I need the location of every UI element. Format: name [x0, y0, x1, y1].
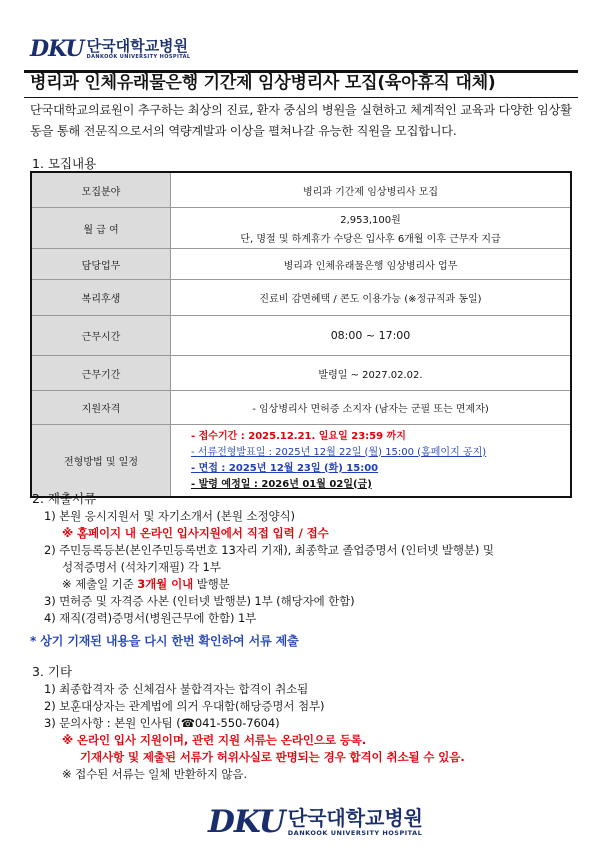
etc-item-2: 2) 보훈대상자는 관계법에 의거 우대함(해당증명서 첨부) [44, 699, 325, 713]
logo-mark: DKU [30, 36, 84, 62]
doc-item-4: 4) 재직(경력)증명서(병원근무에 한함) 1부 [44, 611, 257, 625]
table-row [31, 280, 571, 316]
hospital-logo-bottom [208, 804, 423, 840]
row-value: - 임상병리사 면허증 소지자 (남자는 군필 또는 면제자) [171, 391, 572, 425]
salary-note: 단, 명절 및 하계휴가 수당은 입사후 6개월 이후 근무자 지급 [240, 234, 501, 245]
doc-item-1-note: ※ 홈페이지 내 온라인 입사지원에서 직접 입력 / 접수 [62, 526, 329, 540]
submission-emphasis: * 상기 기재된 내용을 다시 한번 확인하여 서류 제출 [30, 634, 299, 648]
etc-item-3: 3) 문의사항 : 본원 인사팀 (☎041-550-7604) [44, 716, 280, 730]
row-label: 담당업무 [31, 249, 171, 280]
table-row [31, 356, 571, 391]
section1-heading: 1. 모집내용 [32, 156, 97, 171]
intro-text: 단국대학교의료원이 추구하는 최상의 진료, 환자 중심의 병원을 실현하고 체계적인 교육과 다양한 임상활동을 통해 전문직으로서의 역량계발과 이상을 펼쳐나갈 유능한 직원을 모집합니다. [30, 103, 572, 138]
recruitment-table [30, 171, 572, 498]
logo-name-ko: 단국대학교병원 [287, 805, 424, 830]
logo-name-ko: 단국대학교병원 [86, 37, 189, 55]
logo-name-en: DANKOOK UNIVERSITY HOSPITAL [86, 54, 191, 60]
doc-item-2b: 성적증명서 (석차기재필) 각 1부 [62, 560, 221, 574]
etc-note-3: ※ 접수된 서류는 일체 반환하지 않음. [62, 767, 247, 781]
row-label: 근무기간 [31, 356, 171, 391]
table-row [31, 316, 571, 356]
etc-item-1: 1) 최종합격자 중 신체검사 불합격자는 합격이 취소됨 [44, 682, 309, 696]
table-row [31, 249, 571, 280]
table-row [31, 391, 571, 425]
document-result-date: - 서류전형발표일 : 2025년 12월 22일 (월) 15:00 (홈페이지 공지) [191, 446, 487, 458]
doc-item-2a: 2) 주민등록등본(본인주민등록번호 13자리 기재), 최종학교 졸업증명서 (인터넷 발행분) 및 [44, 543, 494, 557]
interview-date: - 면접 : 2025년 12월 23일 (화) 15:00 [191, 462, 379, 474]
row-value [171, 208, 572, 249]
page-title: 병리과 인체유래물은행 기간제 임상병리사 모집(육아휴직 대체) [30, 73, 496, 93]
row-value: 병리과 인체유래물은행 임상병리사 업무 [171, 249, 572, 280]
doc-item-2-note [62, 576, 230, 592]
table-row [31, 172, 571, 208]
row-label: 모집분야 [31, 172, 171, 208]
row-label: 전형방법 및 일정 [31, 425, 171, 498]
section2-heading: 2. 제출서류 [32, 491, 97, 506]
etc-note-1: ※ 온라인 입사 지원이며, 관련 지원 서류는 온라인으로 등록. [62, 733, 367, 747]
row-label: 월 급 여 [31, 208, 171, 249]
row-label: 지원자격 [31, 391, 171, 425]
row-value: 발령일 ~ 2027.02.02. [171, 356, 572, 391]
method-schedule [171, 425, 572, 498]
row-label: 근무시간 [31, 316, 171, 356]
row-value: 08:00 ~ 17:00 [171, 316, 572, 356]
logo-name-en: DANKOOK UNIVERSITY HOSPITAL [287, 828, 423, 837]
note-prefix: ※ 제출일 기준 [62, 577, 138, 591]
section3-heading: 3. 기타 [32, 664, 73, 679]
row-label: 복리후생 [31, 280, 171, 316]
title-rule-bottom [24, 97, 578, 98]
row-value: 진료비 감면혜택 / 콘도 이용가능 (※정규직과 동일) [171, 280, 572, 316]
note-highlight: 3개월 이내 [137, 577, 194, 591]
note-suffix: 발행분 [193, 577, 230, 591]
etc-note-2: 기재사항 및 제출된 서류가 허위사실로 판명되는 경우 합격이 취소될 수 있음. [80, 750, 465, 764]
appointment-date: - 발령 예정일 : 2026년 01월 02일(금) [191, 478, 372, 490]
table-row [31, 425, 571, 498]
hospital-logo-top [30, 36, 191, 62]
logo-mark: DKU [208, 804, 285, 840]
application-period: - 접수기간 : 2025.12.21. 일요일 23:59 까지 [191, 430, 406, 442]
doc-item-1: 1) 본원 응시지원서 및 자기소개서 (본원 소정양식) [44, 509, 295, 523]
doc-item-3: 3) 면허증 및 자격증 사본 (인터넷 발행분) 1부 (해당자에 한함) [44, 594, 355, 608]
table-row [31, 208, 571, 249]
salary-amount: 2,953,100원 [340, 215, 401, 226]
row-value: 병리과 기간제 임상병리사 모집 [171, 172, 572, 208]
